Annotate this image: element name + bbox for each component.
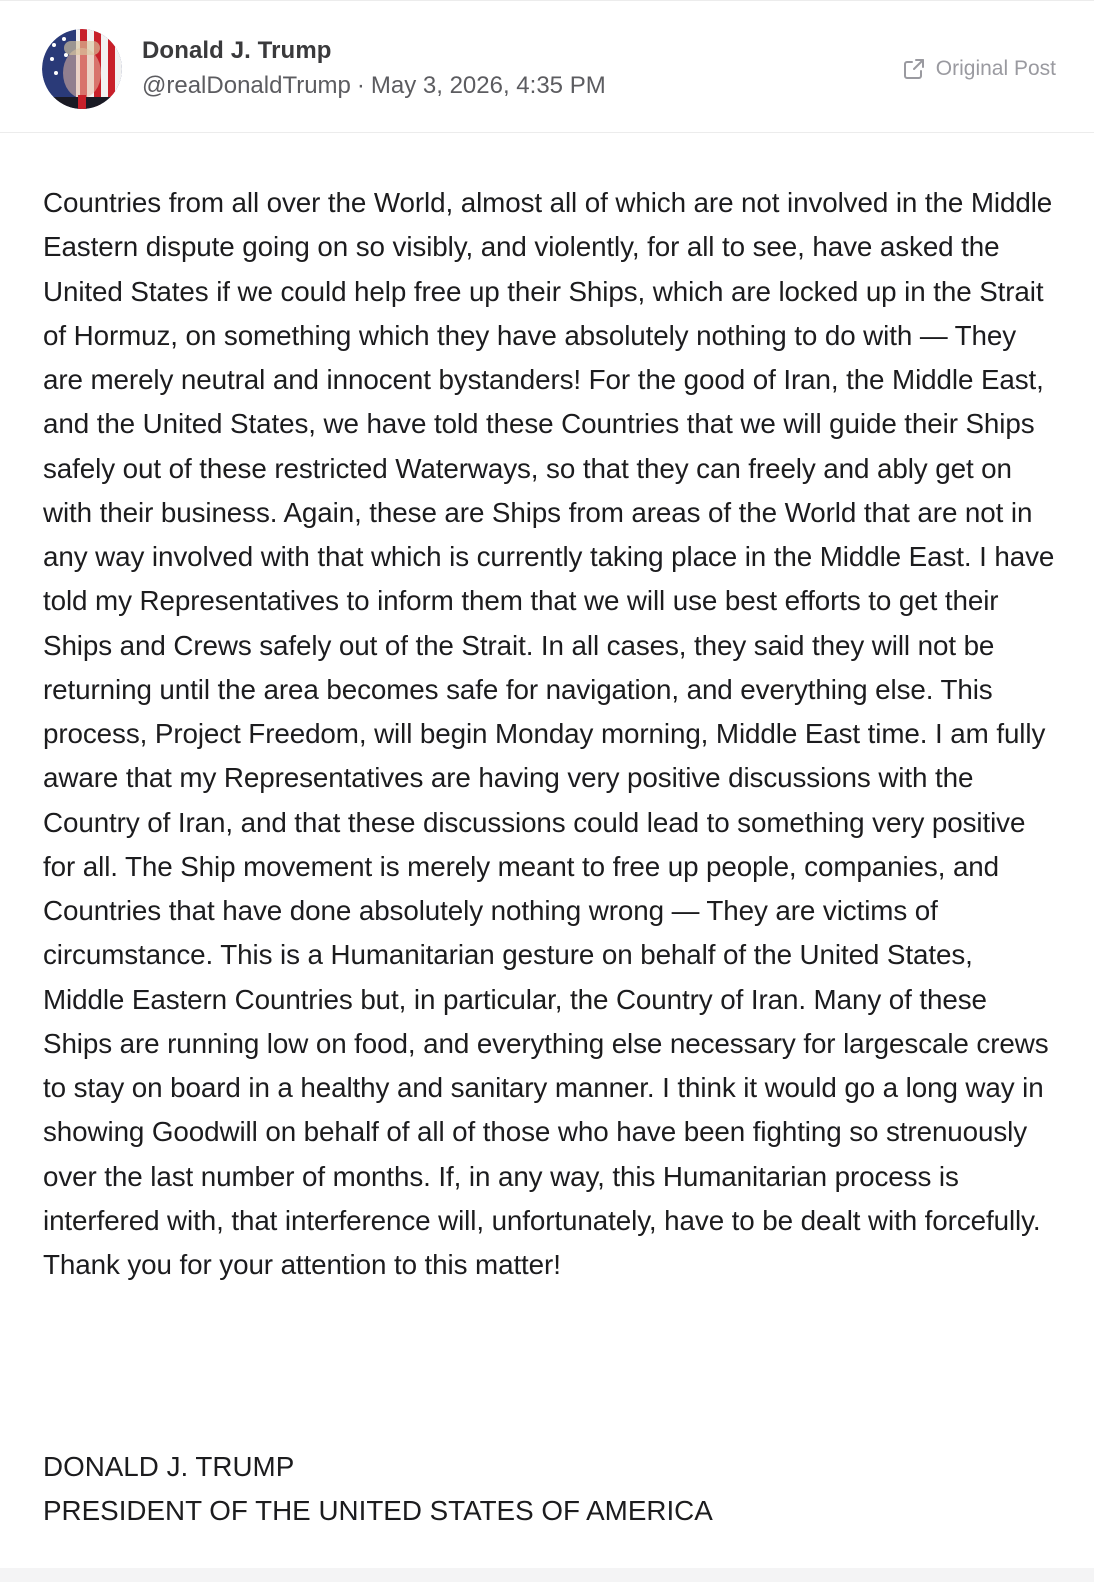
- original-post-label: Original Post: [935, 57, 1056, 80]
- original-post-link[interactable]: [902, 57, 1056, 81]
- signature-title: PRESIDENT OF THE UNITED STATES OF AMERICA: [43, 1495, 713, 1526]
- avatar[interactable]: [42, 29, 122, 109]
- footer-divider: [0, 1568, 1094, 1582]
- post-signature: [43, 1445, 713, 1533]
- meta-separator: ·: [356, 72, 365, 99]
- author-handle[interactable]: @realDonaldTrump: [142, 72, 351, 99]
- post-timestamp[interactable]: May 3, 2026, 4:35 PM: [370, 72, 606, 99]
- author-name[interactable]: Donald J. Trump: [142, 37, 332, 64]
- signature-name: DONALD J. TRUMP: [43, 1451, 295, 1482]
- post-text: Countries from all over the World, almost all of which are not involved in the Middle Eastern dispute going on so visibly, and violently, for all to see, have asked the United States if we could help free up their Ships, which are locked up in the Strait of Hormuz, on something which they have absolutely nothing to do with — They are merely neutral and innocent bystanders! For the good of Iran, the Middle East, and the United States, we have told these Countries that we will guide their Ships safely out of these restricted Waterways, so that they can freely and ably get on with their business. Again, these are Ships from areas of the World that are not in any way involved with that which is currently taking place in the Middle East. I have told my Representatives to inform them that we will use best efforts to get their Ships and Crews safely out of the Strait. In all cases, they said they will not be returning until the area becomes safe for navigation, and everything else. This process, Project Freedom, will begin Monday morning, Middle East time. I am fully aware that my Representatives are having very positive discussions with the Country of Iran, and that these discussions could lead to something very positive for all. The Ship movement is merely meant to free up people, companies, and Countries that have done absolutely nothing wrong — They are victims of circumstance. This is a Humanitarian gesture on behalf of the United States, Middle Eastern Countries but, in particular, the Country of Iran. Many of these Ships are running low on food, and everything else necessary for largescale crews to stay on board in a healthy and sanitary manner. I think it would go a long way in showing Goodwill on behalf of all of those who have been fighting so strenuously over the last number of months. If, in any way, this Humanitarian process is interfered with, that interference will, unfortunately, have to be dealt with forcefully. Thank you for your attention to this matter!: [43, 187, 1055, 1280]
- post-header: [0, 1, 1094, 133]
- external-link-icon: [902, 57, 926, 81]
- post-body: [43, 181, 1055, 1287]
- author-meta: [142, 72, 606, 100]
- avatar-image: [42, 29, 122, 109]
